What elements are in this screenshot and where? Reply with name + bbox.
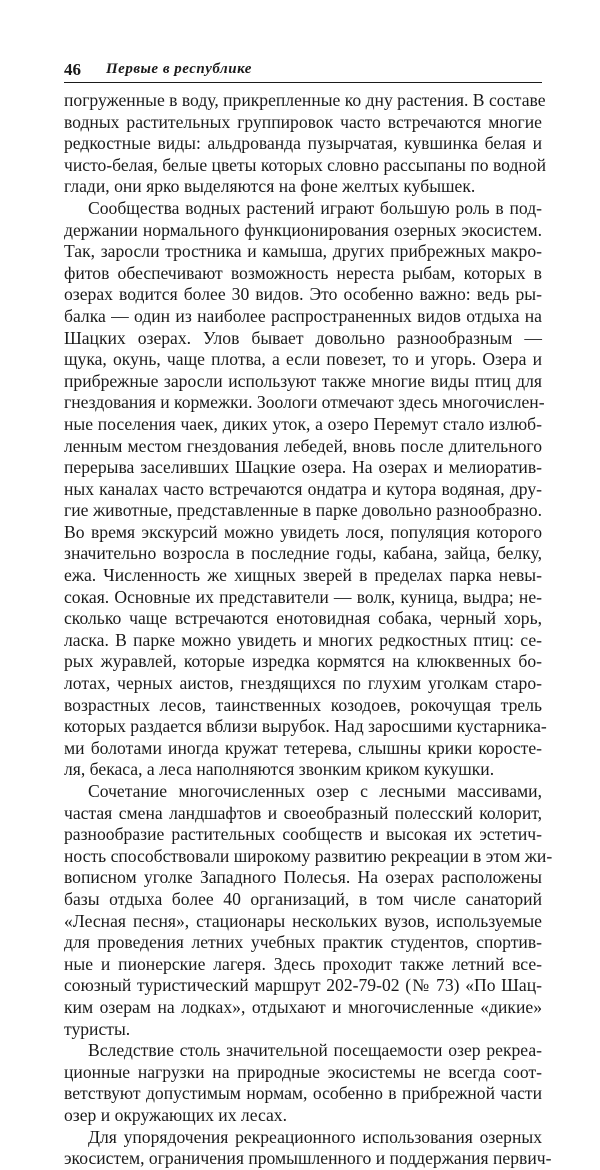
text-line: Во время экскурсий можно увидеть лося, популяция которого	[64, 521, 542, 542]
text-line: лотах, черных аистов, гнездящихся по глухим уголкам старо-	[64, 673, 542, 694]
text-line: которых раздается вблизи вырубок. Над заросшими кустарника-	[64, 716, 547, 737]
page-header	[64, 60, 542, 83]
paragraph	[64, 1040, 542, 1126]
paragraph	[64, 197, 547, 781]
text-line: щука, окунь, чаще плотва, а если повезет, то и угорь. Озера и	[64, 349, 542, 370]
text-line: глади, они ярко выделяются на фоне желтых кубышек.	[64, 176, 476, 197]
text-line: союзный туристический маршрут 202-79-02 (№ 73) «По Шац-	[64, 975, 542, 996]
text-line: вописном уголке Западного Полесья. На озерах расположены	[64, 867, 542, 888]
paragraph	[64, 781, 553, 1040]
text-line: сокая. Основные их представители — волк, куница, выдра; не-	[64, 586, 542, 607]
text-line: экосистем, ограничения промышленного и поддержания первич-	[64, 1148, 552, 1169]
text-line: ленным местом гнездования лебедей, вновь после длительного	[64, 435, 542, 456]
text-line: сколько чаще встречаются енотовидная собака, черный хорь,	[64, 608, 542, 629]
text-line: перерыва заселивших Шацкие озера. На озерах и мелиоратив-	[64, 457, 542, 478]
text-line: значительно возросла в последние годы, кабана, зайца, белку,	[64, 543, 542, 564]
text-line: ность способствовали широкому развитию рекреации в этом жи-	[64, 845, 553, 866]
paragraph	[64, 90, 547, 198]
text-line: балка — один из наиболее распространенных видов отдыха на	[64, 305, 542, 326]
text-line: водных растительных группировок часто встречаются многие	[64, 111, 542, 132]
text-line: возрастных лесов, таинственных козодоев, рокочущая трель	[64, 694, 542, 715]
text-line: ных каналах часто встречаются ондатра и кутора водяная, дру-	[64, 478, 542, 499]
text-line: ные и пионерские лагеря. Здесь проходит также летний все-	[64, 953, 542, 974]
text-line: погруженные в воду, прикрепленные ко дну растения. В составе	[64, 90, 546, 110]
text-line: ми болотами иногда кружат тетерева, слышны крики коросте-	[64, 737, 542, 758]
text-line: ля, бекаса, а леса наполняются звонким криком кукушки.	[64, 759, 495, 780]
text-line: базы отдыха более 40 организаций, в том числе санаторий	[64, 888, 542, 909]
text-line: Вследствие столь значительной посещаемости озер рекреа-	[88, 1040, 542, 1061]
text-line: чисто-белая, белые цветы которых словно рассыпаны по водной	[64, 154, 547, 175]
text-line: ким озерам на лодках», отдыхают и многочисленные «дикие»	[64, 996, 542, 1017]
page-number: 46	[64, 60, 81, 79]
text-line: ласка. В парке можно увидеть и многих редкостных птиц: се-	[64, 629, 542, 650]
text-line: ные поселения чаек, диких уток, а озеро Перемут стало излюб-	[64, 413, 542, 434]
text-line: держании нормального функционирования озерных экосистем.	[64, 219, 542, 240]
text-line: «Лесная песня», стационары нескольких вузов, используемые	[64, 910, 542, 931]
text-line: гнездования и кормежки. Зоологи отмечают здесь многочислен-	[64, 392, 545, 413]
text-line: рых журавлей, которые изредка кормятся на клюквенных бо-	[64, 651, 542, 672]
running-head: Первые в республике	[106, 61, 252, 77]
text-line: ционные нагрузки на природные экосистемы не всегда соот-	[64, 1061, 542, 1082]
text-line: разнообразие растительных сообществ и высокая их эстетич-	[64, 824, 542, 845]
text-line: для проведения летних учебных практик студентов, спортив-	[64, 932, 542, 953]
paragraph	[64, 1126, 552, 1170]
text-line: редкостные виды: альдрованда пузырчатая, кувшинка белая и	[64, 133, 542, 154]
body-text	[64, 90, 553, 1170]
text-line: Так, заросли тростника и камыша, других прибрежных макро-	[64, 241, 542, 262]
text-line: гие животные, представленные в парке довольно разнообразно.	[64, 500, 542, 521]
text-line: Для упорядочения рекреационного использования озерных	[88, 1126, 542, 1147]
text-line: фитов обеспечивают возможность нереста рыбам, которых в	[64, 262, 542, 283]
text-line: ежа. Численность же хищных зверей в пределах парка невы-	[64, 565, 542, 586]
text-line: Сообщества водных растений играют большую роль в под-	[88, 197, 542, 218]
text-line: туристы.	[64, 1018, 131, 1039]
text-line: прибрежные заросли используют также многие виды птиц для	[64, 370, 542, 391]
text-line: частая смена ландшафтов и своеобразный полесский колорит,	[64, 802, 542, 823]
text-line: озер и окружающих их лесах.	[64, 1104, 287, 1125]
text-line: ветствуют допустимым нормам, особенно в прибрежной части	[64, 1083, 542, 1104]
text-line: озерах водится более 30 видов. Это особенно важно: ведь ры-	[64, 284, 542, 305]
text-line: Сочетание многочисленных озер с лесными массивами,	[88, 781, 542, 801]
text-line: Шацких озерах. Улов бывает довольно разнообразным —	[64, 327, 542, 348]
